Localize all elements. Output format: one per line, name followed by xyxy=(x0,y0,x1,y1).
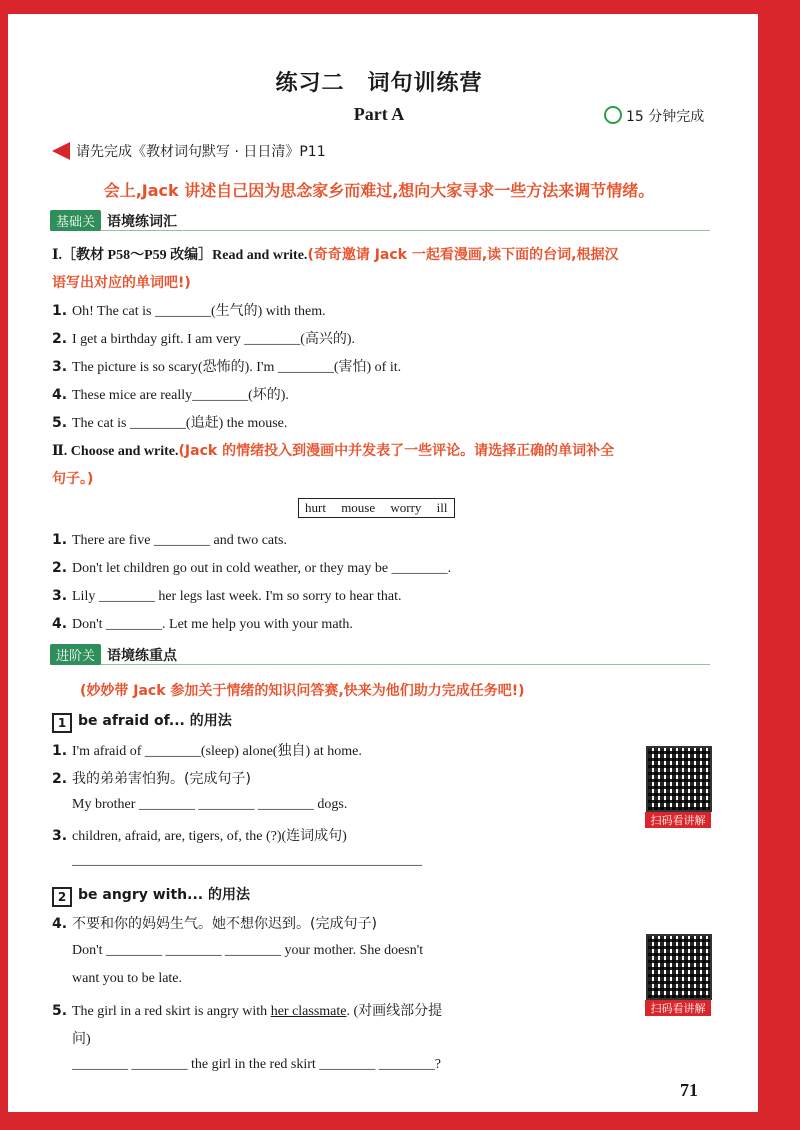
megaphone-icon xyxy=(52,142,70,160)
page-border-bottom xyxy=(0,1112,800,1130)
word-box: hurt mouse worry ill xyxy=(298,498,455,518)
section-2-note: (妙妙带 Jack 参加关于情绪的知识问答赛,快来为他们助力完成任务吧!) xyxy=(80,683,525,699)
list-item: 1. There are five ________ and two cats. xyxy=(52,532,287,548)
list-item: 5. The girl in a red skirt is angry with her classmate. (对画线部分提 xyxy=(52,1003,443,1019)
notice xyxy=(52,141,326,161)
list-item: 3. Lily ________ her legs last week. I'm so sorry to hear that. xyxy=(52,588,402,604)
page-number: 71 xyxy=(680,1080,698,1100)
list-item: 4. These mice are really________(坏的). xyxy=(52,387,289,403)
point-2-heading xyxy=(52,884,250,907)
answer-line: __________________________________________________ xyxy=(72,853,422,868)
section-basic-header xyxy=(50,210,710,231)
list-item: 3. children, afraid, are, tigers, of, the (?)(连词成句) xyxy=(52,828,347,844)
exercise-1-note: (奇奇邀请 Jack 一起看漫画,读下面的台词,根据汉 xyxy=(307,247,619,263)
section-title: 语境练词汇 xyxy=(107,214,178,230)
exercise-2-note: (Jack 的情绪投入到漫画中并发表了一些评论。请选择正确的单词补全 xyxy=(178,443,615,459)
underlined-phrase: her classmate xyxy=(270,1004,347,1019)
timer-note xyxy=(604,106,704,126)
answer-line: My brother ________ ________ ________ dogs. xyxy=(72,797,348,812)
intro-text: 会上,Jack 讲述自己因为思念家乡而难过,想向大家寻求一些方法来调节情绪。 xyxy=(103,181,655,200)
list-item: 4. Don't ________. Let me help you with your math. xyxy=(52,616,353,632)
section-title: 语境练重点 xyxy=(107,648,178,664)
exercise-2-heading xyxy=(52,440,614,460)
section-advanced-header xyxy=(50,644,710,665)
exercise-1-note-cont: 语写出对应的单词吧!) xyxy=(52,275,191,291)
qr-label[interactable]: 扫码看讲解 xyxy=(645,1000,711,1016)
answer-line: 问) xyxy=(72,1032,91,1047)
answer-line: want you to be late. xyxy=(72,971,183,986)
answer-line: Don't ________ ________ ________ your mother. She doesn't xyxy=(72,943,424,958)
exercise-2-note-cont: 句子。) xyxy=(52,471,94,487)
point-1-heading xyxy=(52,710,232,733)
page-border-top xyxy=(0,0,800,14)
point-title: be afraid of... 的用法 xyxy=(78,713,232,729)
list-item: 2. 我的弟弟害怕狗。(完成句子) xyxy=(52,771,251,787)
page-border-left xyxy=(0,0,8,1130)
list-item: 4. 不要和你的妈妈生气。她不想你迟到。(完成句子) xyxy=(52,916,377,932)
notice-text: 请先完成《教材词句默写 · 日日清》P11 xyxy=(76,144,326,160)
exercise-2-title: Ⅱ. Choose and write. xyxy=(52,444,179,459)
point-title: be angry with... 的用法 xyxy=(78,887,250,903)
qr-code-icon[interactable] xyxy=(646,934,712,1000)
qr-label[interactable]: 扫码看讲解 xyxy=(645,812,711,828)
page-title: 练习二 词句训练营 xyxy=(275,71,483,96)
point-number: 1 xyxy=(52,713,72,733)
exercise-1-title: Ⅰ.［教材 P58～P59 改编］Read and write. xyxy=(52,248,308,263)
page-border-right xyxy=(758,0,800,1130)
timer-text: 15 分钟完成 xyxy=(626,109,705,125)
list-item: 2. I get a birthday gift. I am very ________(高兴的). xyxy=(52,331,356,347)
section-tag: 进阶关 xyxy=(50,644,101,665)
clock-icon xyxy=(604,106,622,124)
exercise-1-heading xyxy=(52,244,619,264)
point-number: 2 xyxy=(52,887,72,907)
qr-code-icon[interactable] xyxy=(646,746,712,812)
answer-line: ________ ________ the girl in the red skirt ________ ________? xyxy=(72,1057,442,1072)
list-item: 2. Don't let children go out in cold weather, or they may be ________. xyxy=(52,560,452,576)
list-item: 5. The cat is ________(追赶) the mouse. xyxy=(52,415,288,431)
list-item: 3. The picture is so scary(恐怖的). I'm ________(害怕) of it. xyxy=(52,359,402,375)
section-tag: 基础关 xyxy=(50,210,101,231)
list-item: 1. I'm afraid of ________(sleep) alone(独自) at home. xyxy=(52,743,362,759)
part-label: Part A xyxy=(353,104,405,124)
list-item: 1. Oh! The cat is ________(生气的) with them. xyxy=(52,303,326,319)
